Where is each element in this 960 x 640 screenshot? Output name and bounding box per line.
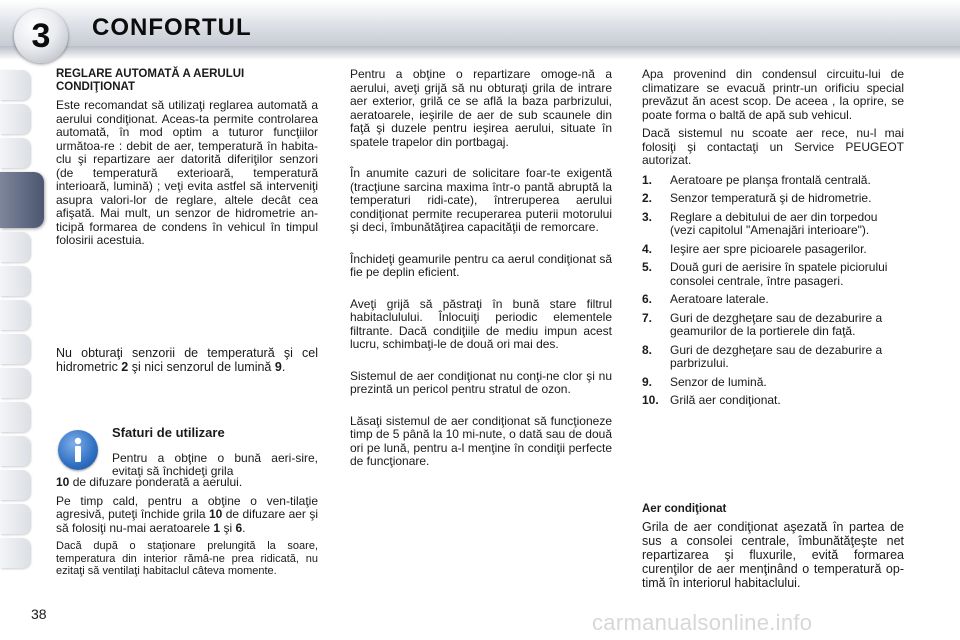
watermark: carmanualsonline.info [592, 610, 813, 635]
side-tab-13[interactable] [0, 504, 30, 534]
ac-text: Grila de aer condiţionat aşezată în partea de sus a consolei centrale, îmbunătăţeşte net repartizarea şi fluxurile, evită formarea curenţilor de aer menţinând o temperatură op-timă în interiorul habitaclului. [642, 520, 904, 590]
list-item: 10. Grilă aer condiţionat. [642, 393, 781, 407]
left-column [56, 68, 318, 248]
side-tab-10[interactable] [0, 402, 30, 432]
right-paragraph-2: Dacă sistemul nu scoate aer rece, nu-l mai folosiţi şi contactaţi un Service PEUGEOT autorizat. [642, 126, 904, 167]
tips-title: Sfaturi de utilizare [112, 425, 225, 440]
side-tab-7[interactable] [0, 300, 30, 330]
side-tab-12[interactable] [0, 470, 30, 500]
chapter-title: CONFORTUL [92, 14, 252, 41]
list-item: 6. Aeratoare laterale. [642, 292, 769, 306]
ac-heading: Aer condiţionat [642, 503, 727, 515]
page-header [0, 0, 960, 70]
tip-3: Dacă după o staţionare prelungită la soare, temperatura din interior rămâ-ne prea ridicată, nu ezitaţi să ventilaţi habitaclul câteva momente. [56, 540, 318, 577]
side-tab-6[interactable] [0, 266, 30, 296]
right-column [642, 68, 904, 413]
middle-paragraph-2: În anumite cazuri de solicitare foar-te exigentă (tracţiune sarcina maxima într-o pantă abruptă la temperaturi ridi-cate), întreruperea aerului condiţionat permite recuperarea puterii motorului şi deci, îmbunătăţirea capacităţii de remorcare. [350, 166, 612, 234]
side-tab-5[interactable] [0, 232, 30, 262]
middle-paragraph-4: Aveţi grijă să păstraţi în bună stare filtrul habitaclulului. Înlocuiţi periodic elementele filtrante. Dacă condiţiile de mediu impun acest lucru, schimbaţi-le de două ori mai des. [350, 296, 612, 351]
middle-paragraph-5: Sistemul de aer condiţionat nu conţi-ne clor şi nu prezintă un pericol pentru stratul de ozon. [350, 368, 612, 396]
sensor-warning-text: Nu obturaţi senzorii de temperatură şi cel hidrometric 2 şi nici senzorul de lumină 9. [56, 346, 318, 374]
tips-header [112, 426, 318, 479]
side-tab-1[interactable] [0, 70, 30, 100]
middle-paragraph-3: Închideţi geamurile pentru ca aerul condiţionat să fie pe deplin eficient. [350, 251, 612, 279]
side-tab-8[interactable] [0, 334, 30, 364]
side-tab-active[interactable] [0, 172, 44, 228]
side-tab-2[interactable] [0, 104, 30, 134]
middle-column [350, 68, 612, 469]
tip-1-rest: 10 de difuzare ponderată a aerului. [56, 475, 243, 489]
side-tab-11[interactable] [0, 436, 30, 466]
ac-section [642, 503, 904, 590]
list-item: 3. Reglare a debitului de aer din torpedou (vezi capitolul "Amenajări interioare"). [642, 209, 878, 237]
list-item: 2. Senzor temperatură şi de hidrometrie. [642, 191, 872, 205]
list-item: 1. Aeratoare pe planşa frontală centrală. [642, 172, 871, 187]
intro-paragraph: Este recomandat să utilizaţi reglarea automată a aerului condiţionat. Aceas-ta permite controlarea automată, în mod optim a tuturor funcţiilor următoa-re : debit de aer, temperatură în habita-clu şi repartizare aer datorită diferiţilor senzori (de temperatură exterioară, temperatură interioară, lumină) ; veţi evita astfel să interveniţi asupra valori-lor de reglare, altele decât cea afişată. Mai mult, un senzor de hidrometrie an-ticipă formarea de condens în vehicul în timpul folosirii acestuia. [56, 98, 318, 247]
side-tab-3[interactable] [0, 138, 30, 168]
tips-body [56, 476, 318, 578]
middle-paragraph-6: Lăsaţi sistemul de aer condiţionat să funcţioneze timp de 5 până la 10 mi-nute, o dată sau de două ori pe lună, pentru a-l menţine în condiţii perfecte de funcţionare. [350, 413, 612, 468]
page-number: 38 [31, 606, 47, 622]
side-tab-9[interactable] [0, 368, 30, 398]
chapter-badge [14, 9, 68, 63]
sensor-warning [56, 346, 318, 374]
list-item: 5. Două guri de aerisire în spatele piciorului consolei centrale, între pasageri. [642, 260, 888, 288]
list-item: 7. Guri de dezgheţare sau de dezaburire a geamurilor de la portierele din faţă. [642, 310, 883, 338]
header-shadow [0, 46, 960, 60]
tip-2: Pe timp cald, pentru a obţine o ven-tilaţie agresivă, puteţi închide grila 10 de difuzare aer şi să folosiţi nu-mai aeratoarele 1 şi 6. [56, 493, 318, 535]
section-heading: REGLARE AUTOMATĂ A AERULUI CONDIŢIONAT [56, 68, 245, 93]
legend-list [642, 174, 904, 408]
middle-paragraph-1: Pentru a obţine o repartizare omoge-nă a aerului, aveţi grijă să nu obturaţi grila de intrare aer exterior, grilă ce se află la baza parbrizului, aeratoarele, ieşirile de aer de sub scaunele din faţă şi duzele pentru ieşirea aerului, situate în spatele trapelor din portbagaj. [350, 67, 612, 149]
list-item: 4. Ieşire aer spre picioarele pasagerilor. [642, 241, 867, 256]
chapter-number: 3 [31, 17, 51, 55]
list-item: 8. Guri de dezgheţare sau de dezaburire a parbrizului. [642, 342, 883, 370]
list-item: 9. Senzor de lumină. [642, 374, 767, 389]
side-tab-14[interactable] [0, 538, 30, 568]
info-icon [58, 430, 98, 470]
tip-1-first: Pentru a obţine o bună aeri-sire, evitaţi să închideţi grila [112, 450, 318, 478]
right-paragraph-1: Apa provenind din condensul circuitu-lui de climatizare se evacuă printr-un orificiu special prevăzut ăn acest scop. De aceea , la oprire, se poate forma o baltă de apă sub vehicul. [642, 67, 904, 122]
